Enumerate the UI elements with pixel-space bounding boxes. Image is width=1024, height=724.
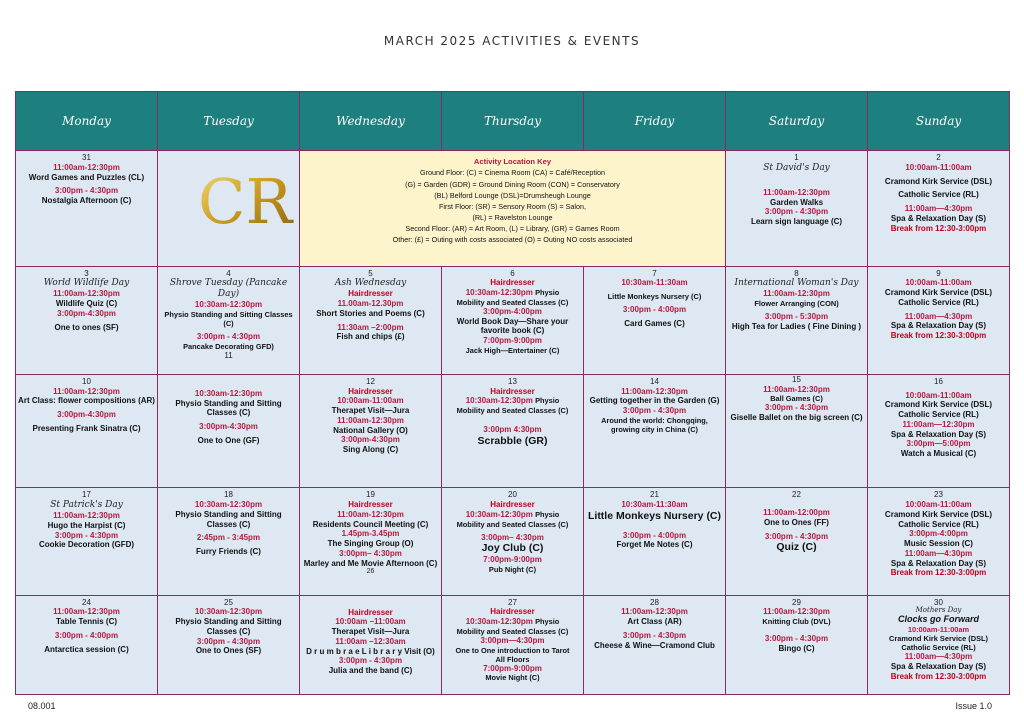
- key-line: Other: (£) = Outing with costs associated (O) = Outing NO costs associated: [392, 235, 633, 245]
- day-cell-5: [300, 266, 442, 374]
- event-time: 10:00am –11:00am: [335, 617, 406, 627]
- logo-cell: [158, 151, 300, 266]
- event-time: 10:00am-11:00am: [907, 625, 970, 635]
- day-number: 18: [224, 490, 233, 500]
- event-title: Residents Council Meeting (C): [312, 519, 429, 529]
- day-cell-19: [300, 488, 442, 595]
- event-title: Bingo (C): [778, 643, 815, 653]
- event-time: 11:00am-12:30pm: [763, 384, 830, 394]
- day-number: 9: [936, 268, 941, 278]
- event-time: 3:00pm - 4:30pm: [764, 634, 829, 644]
- day-number: 2: [936, 153, 941, 163]
- location-key: [300, 151, 726, 266]
- day-cell-16: [868, 374, 1010, 487]
- event-title: Art Class: flower compositions (AR): [18, 396, 155, 406]
- event-time: 11:00am-12:30pm: [337, 415, 404, 425]
- day-number: 25: [224, 597, 233, 607]
- event-time: 11:00am-12:00pm: [763, 508, 830, 518]
- event-time: 3:00pm - 4:30pm: [764, 403, 829, 413]
- event-title: Physio Standing and Sitting Classes (C): [175, 509, 282, 529]
- event-title: Mobility and Seated Classes (C): [456, 406, 569, 416]
- event-note: Hairdresser: [348, 500, 393, 510]
- event-time: 11:00am—4:30pm: [904, 204, 973, 214]
- event-title: Table Tennis (C): [55, 617, 118, 627]
- special-day: St Patrick's Day: [50, 500, 123, 511]
- event-time: 3:00pm - 4:30pm: [764, 207, 829, 217]
- day-number: 12: [366, 376, 375, 386]
- event-time: 3:00pm - 4:30pm: [54, 530, 119, 540]
- key-line: Second Floor: (AR) = Art Room, (L) = Library, (GR) = Games Room: [405, 224, 620, 234]
- day-cell-22: [726, 488, 868, 595]
- event-title: All Floors: [495, 654, 530, 664]
- event-time: 3:00pm-4:30pm: [57, 410, 116, 420]
- event-title: Wildlife Quiz (C): [55, 299, 118, 309]
- day-number: 17: [82, 490, 91, 500]
- event-note: Hairdresser: [490, 500, 535, 510]
- event-time: 10:30am-12:30pm: [465, 288, 533, 298]
- event-time: 10:00am-11:00am: [905, 390, 972, 400]
- event-title: Physio Standing and Sitting Classes (C): [175, 398, 282, 418]
- event-title: High Tea for Ladies ( Fine Dining ): [731, 321, 862, 331]
- event-time: 7:00pm-9:00pm: [483, 336, 542, 346]
- header-saturday: Saturday: [726, 92, 868, 151]
- day-number: 8: [794, 268, 799, 278]
- key-line: (RL) = Ravelston Lounge: [472, 213, 553, 223]
- event-title: Art Class (AR): [627, 617, 682, 627]
- event-time: 3:00pm - 4:30pm: [54, 186, 119, 196]
- event-title: Spa & Relaxation Day (S): [890, 429, 987, 439]
- event-time: 11:00am—4:30pm: [904, 652, 973, 662]
- header-tuesday: Tuesday: [158, 92, 300, 151]
- event-title: Forget Me Notes (C): [616, 540, 693, 550]
- day-cell-27: [442, 595, 584, 694]
- event-time: 3:00pm - 4:00pm: [54, 630, 119, 640]
- event-time: 11:00am –12:30am: [335, 636, 406, 646]
- event-time: 11:00am-12:30pm: [53, 162, 120, 172]
- event-time: 10:30am-11:30am: [621, 278, 688, 288]
- event-title: One to ones (SF): [54, 322, 119, 332]
- day-number: 10: [82, 376, 91, 386]
- day-number: 22: [792, 490, 801, 500]
- day-cell-11: [158, 374, 300, 487]
- event-time: 3:00pm– 4:30pm: [339, 548, 402, 558]
- day-cell-29: [726, 595, 868, 694]
- day-number: 7: [652, 268, 657, 278]
- day-cell-6: [442, 266, 584, 374]
- event-title: Julia and the band (C): [328, 666, 413, 676]
- day-number: 11: [224, 350, 233, 360]
- event-title: Mobility and Seated Classes (C): [456, 626, 569, 636]
- event-time: 3:00pm-4:00pm: [483, 306, 542, 316]
- event-title: Antarctica session (C): [44, 644, 129, 654]
- event-time: 3:00pm—5:00pm: [906, 439, 971, 449]
- event-title: One to One introduction to Tarot: [455, 645, 570, 655]
- event-time: 10:30am-11:30am: [621, 500, 688, 510]
- event-time: 11:00am-12:30pm: [53, 289, 120, 299]
- day-cell-1: [726, 151, 868, 266]
- key-line: (BL) Belford Lounge (DSL)=Drumsheugh Lounge: [434, 190, 591, 200]
- event-time: 10:30am-12:30pm: [194, 388, 263, 398]
- issue-number: Issue 1.0: [955, 701, 992, 711]
- event-note: Break from 12:30-3:00pm: [890, 568, 987, 578]
- event-time: 10:00am-11:00am: [905, 500, 972, 510]
- special-day: St David's Day: [763, 162, 830, 173]
- day-number: 15: [792, 374, 801, 384]
- event-title: Mobility and Seated Classes (C): [456, 519, 569, 529]
- event-title: Pancake Decorating GFD): [183, 341, 274, 351]
- day-cell-8: [726, 266, 868, 374]
- special-day: Shrove Tuesday (Pancake Day): [169, 278, 288, 300]
- event-time: 11:00am—4:30pm: [904, 311, 973, 321]
- event-title: National Gallery (O): [333, 425, 408, 435]
- event-time: 1.45pm-3.45pm: [341, 529, 400, 539]
- event-title: Therapet Visit—Jura: [331, 627, 410, 637]
- header-monday: Monday: [16, 92, 158, 151]
- event-title: Movie Night (C): [485, 673, 540, 683]
- key-heading: Activity Location Key: [473, 157, 552, 167]
- document-number: 08.001: [28, 701, 56, 711]
- header-sunday: Sunday: [868, 92, 1010, 151]
- event-note: Hairdresser: [348, 607, 393, 617]
- event-time: 11:00am-12:30pm: [53, 511, 120, 521]
- event-time: 7:00pm-9:00pm: [483, 663, 542, 673]
- day-cell-4: [158, 266, 300, 374]
- svg-text:CR: CR: [197, 165, 292, 239]
- event-time: 3:00pm-4:30pm: [341, 435, 400, 445]
- day-cell-20: [442, 488, 584, 595]
- event-time: 10:30am-12:30pm: [465, 396, 533, 406]
- special-day: International Woman's Day: [734, 278, 859, 289]
- event-time: 10:30am-12:30pm: [194, 607, 263, 617]
- event-title: Short Stories and Poems (C): [316, 308, 425, 318]
- event-title: Ball Games (C): [770, 394, 823, 404]
- day-number: 31: [82, 153, 91, 163]
- day-cell-30: [868, 595, 1010, 694]
- event-note: Hairdresser: [490, 278, 535, 288]
- event-time: 3:00pm - 4:00pm: [622, 530, 687, 540]
- event-title: Word Games and Puzzles (CL): [28, 172, 145, 182]
- event-title: Spa & Relaxation Day (S): [890, 662, 987, 672]
- event-title: Physio: [535, 509, 560, 519]
- event-title: Spa & Relaxation Day (S): [890, 321, 987, 331]
- event-title: Garden Walks: [769, 197, 824, 207]
- event-time: 3:00pm - 4:30pm: [622, 630, 687, 640]
- day-cell-21: [584, 488, 726, 595]
- day-number: 13: [508, 376, 517, 386]
- day-number: 14: [650, 376, 659, 386]
- event-title: Physio: [535, 288, 560, 298]
- event-time: 10:30am-12:30pm: [194, 500, 263, 510]
- day-cell-10: [16, 374, 158, 487]
- event-time: 11:00am-12:30pm: [763, 289, 830, 299]
- event-title: Watch a Musical (C): [900, 449, 977, 459]
- event-title: Marley and Me Movie Afternoon (C): [303, 558, 438, 568]
- event-time: 2:45pm - 3:45pm: [196, 533, 261, 543]
- day-cell-13: [442, 374, 584, 487]
- day-cell-15: [726, 374, 868, 487]
- event-title: Cheese & Wine—Cramond Club: [594, 640, 715, 650]
- page-title: MARCH 2025 ACTIVITIES & EVENTS: [383, 34, 641, 48]
- day-cell-31: [16, 151, 158, 266]
- event-title: Catholic Service (RL): [898, 410, 979, 420]
- day-number: 20: [508, 490, 517, 500]
- event-title: Joy Club (C): [481, 542, 544, 555]
- special-day: Ash Wednesday: [334, 278, 407, 289]
- event-note: Break from 12:30-3:00pm: [890, 671, 987, 681]
- event-time: 11:00am-12:30pm: [763, 187, 830, 197]
- day-number: 28: [650, 597, 659, 607]
- event-time: 3:00pm - 4:30pm: [196, 332, 261, 342]
- event-title: Giselle Ballet on the big screen (C): [730, 413, 863, 423]
- day-cell-26: [300, 595, 442, 694]
- week-row-4: [16, 488, 1010, 595]
- event-title: Learn sign language (C): [750, 217, 843, 227]
- event-title: Mobility and Seated Classes (C): [456, 297, 569, 307]
- day-number: 6: [510, 268, 515, 278]
- event-time: 11:00am—4:30pm: [904, 548, 973, 558]
- event-title: Hugo the Harpist (C): [47, 520, 126, 530]
- event-time: 10:30am-12:30pm: [465, 509, 533, 519]
- special-day: World Wildlife Day: [43, 278, 130, 289]
- event-title: Therapet Visit—Jura: [331, 406, 410, 416]
- day-number: 29: [792, 597, 801, 607]
- event-title: Nostalgia Afternoon (C): [41, 196, 132, 206]
- day-number: 16: [934, 376, 943, 386]
- event-time: 7:00pm-9:00pm: [483, 555, 542, 565]
- event-note: Hairdresser: [348, 386, 393, 396]
- event-title: Cramond Kirk Service (DSL): [884, 176, 993, 186]
- key-line: Ground Floor: (C) = Cinema Room (CA) = Café/Reception: [420, 168, 605, 178]
- event-title: Cramond Kirk Service (DSL): [884, 288, 993, 298]
- event-time: 10:30am-12:30pm: [465, 617, 533, 627]
- day-number: 21: [650, 490, 659, 500]
- event-time: 3:00pm– 4:30pm: [481, 532, 544, 542]
- event-title: Physio Standing and Sitting Classes (C): [164, 310, 293, 329]
- event-title: Getting together in the Garden (G): [589, 396, 720, 406]
- event-title: Catholic Service (RL): [898, 519, 979, 529]
- event-title: Furry Friends (C): [196, 547, 261, 557]
- event-time: 3:00pm—4:30pm: [480, 635, 545, 645]
- day-number: 1: [794, 153, 799, 163]
- week-row-3: [16, 374, 1010, 487]
- event-time: 11:30am –2:00pm: [337, 322, 404, 332]
- day-number: 23: [934, 490, 943, 500]
- event-time: 11:00am-12:30pm: [53, 607, 120, 617]
- event-title: Flower Arranging (CON): [754, 299, 839, 309]
- weekday-header-row: [16, 92, 1010, 151]
- event-title: Card Games (C): [624, 318, 685, 328]
- event-title: The Singing Group (O): [327, 539, 414, 549]
- day-cell-25: [158, 595, 300, 694]
- event-title: Physio Standing and Sitting Classes (C): [175, 617, 282, 636]
- key-line: First Floor: (SR) = Sensory Room (S) = Salon,: [439, 201, 586, 211]
- event-title: Catholic Service (RL): [898, 190, 979, 200]
- day-cell-14: [584, 374, 726, 487]
- event-title: Catholic Service (RL): [901, 643, 976, 653]
- event-time: 3:00pm - 4:30pm: [622, 406, 687, 416]
- event-note: Hairdresser: [490, 607, 535, 617]
- event-title: Cramond Kirk Service (DSL): [884, 400, 993, 410]
- event-title: Little Monkeys Nursery (C): [607, 292, 702, 302]
- event-title: Fish and chips (£): [336, 332, 405, 342]
- event-title: Little Monkeys Nursery (C): [587, 509, 722, 522]
- day-number: 3: [84, 268, 89, 278]
- day-cell-18: [158, 488, 300, 595]
- day-cell-23: [868, 488, 1010, 595]
- event-title: Quiz (C): [776, 541, 817, 554]
- event-title: Cramond Kirk Service (DSL): [889, 634, 988, 644]
- day-cell-28: [584, 595, 726, 694]
- event-title: Music Session (C): [904, 539, 973, 549]
- event-title: Cramond Kirk Service (DSL): [884, 509, 993, 519]
- event-time: 3:00pm-4:00pm: [909, 529, 968, 539]
- event-title: Cookie Decoration (GFD): [38, 540, 135, 550]
- day-cell-3: [16, 266, 158, 374]
- event-time: 3:00pm - 4:30pm: [764, 531, 829, 541]
- day-cell-24: [16, 595, 158, 694]
- day-cell-9: [868, 266, 1010, 374]
- event-title: Presenting Frank Sinatra (C): [32, 423, 141, 433]
- event-title: Knitting Club (DVL): [762, 617, 831, 627]
- event-title: Sing Along (C): [342, 445, 399, 455]
- event-title: Pub Night (C): [488, 564, 537, 574]
- event-time: 11:00am—12:30pm: [902, 419, 975, 429]
- event-title: One to One (GF): [197, 435, 260, 445]
- event-time: 11:00am-12:30pm: [337, 509, 404, 519]
- week-row-2: [16, 266, 1010, 374]
- event-time: 10:00am-11:00am: [337, 396, 404, 406]
- day-cell-7: [584, 266, 726, 374]
- event-time: 3:00pm-4:30pm: [57, 308, 116, 318]
- event-time: 11:00am-12:30pm: [621, 386, 688, 396]
- day-number: 27: [508, 597, 517, 607]
- event-title: One to Ones (SF): [195, 646, 262, 656]
- event-title: One to Ones (FF): [764, 517, 829, 527]
- event-title: Catholic Service (RL): [898, 297, 979, 307]
- cr-logo-icon: [194, 161, 292, 251]
- event-title: Physio: [535, 617, 560, 627]
- event-time: 10:00am-11:00am: [905, 278, 972, 288]
- event-note: Hairdresser: [490, 386, 535, 396]
- event-time: 3:00pm - 4:00pm: [622, 305, 687, 315]
- event-time: 11.00am-12.30pm: [337, 299, 404, 309]
- event-time: 10:30am-12:30pm: [194, 300, 263, 310]
- week-row-5: [16, 595, 1010, 694]
- event-title: Scrabble (GR): [477, 434, 548, 447]
- event-note: Break from 12:30-3:00pm: [890, 331, 987, 341]
- day-number: 5: [368, 268, 373, 278]
- day-number: 19: [366, 490, 375, 500]
- event-time: 3:00pm - 4:30pm: [338, 656, 403, 666]
- day-cell-2: [868, 151, 1010, 266]
- event-title: Physio: [535, 396, 560, 406]
- day-number: 4: [226, 268, 231, 278]
- event-time: 11:00am-12:30pm: [53, 386, 120, 396]
- calendar-grid: [15, 91, 1010, 695]
- special-day: Mothers Day: [915, 606, 962, 615]
- week-row-1: [16, 151, 1010, 266]
- event-time: 11:00am-12:30pm: [763, 607, 830, 617]
- header-friday: Friday: [584, 92, 726, 151]
- event-title: Spa & Relaxation Day (S): [890, 558, 987, 568]
- day-cell-17: [16, 488, 158, 595]
- event-title: Jack High—Entertainer (C): [465, 345, 560, 355]
- event-time: 3:00pm - 4:30pm: [196, 636, 261, 646]
- day-cell-12: [300, 374, 442, 487]
- event-note: Hairdresser: [348, 289, 393, 299]
- event-time: 3:00pm 4:30pm: [483, 425, 542, 435]
- event-time: 11:00am-12:30pm: [621, 607, 688, 617]
- day-number: 24: [82, 597, 91, 607]
- key-line: (G) = Garden (GDR) = Ground Dining Room (CON) = Conservatory: [405, 179, 620, 189]
- event-note: Break from 12:30-3:00pm: [890, 223, 987, 233]
- day-number: 26: [366, 568, 375, 576]
- header-wednesday: Wednesday: [300, 92, 442, 151]
- event-title: World Book Day—Share your favorite book (C): [456, 316, 569, 336]
- event-time: 3:00pm-4:30pm: [199, 422, 258, 432]
- event-time: 10:00am-11:00am: [905, 162, 972, 172]
- event-time: 3:00pm - 5:30pm: [764, 312, 829, 322]
- event-title: Clocks go Forward: [897, 614, 979, 625]
- day-number: 30: [934, 597, 943, 607]
- event-title: Around the world: Chongqing, growing city in China (C): [601, 415, 708, 434]
- event-title: Spa & Relaxation Day (S): [890, 213, 987, 223]
- event-title: D r u m b r a e L i b r a r y Visit (O): [306, 646, 435, 656]
- header-thursday: Thursday: [442, 92, 584, 151]
